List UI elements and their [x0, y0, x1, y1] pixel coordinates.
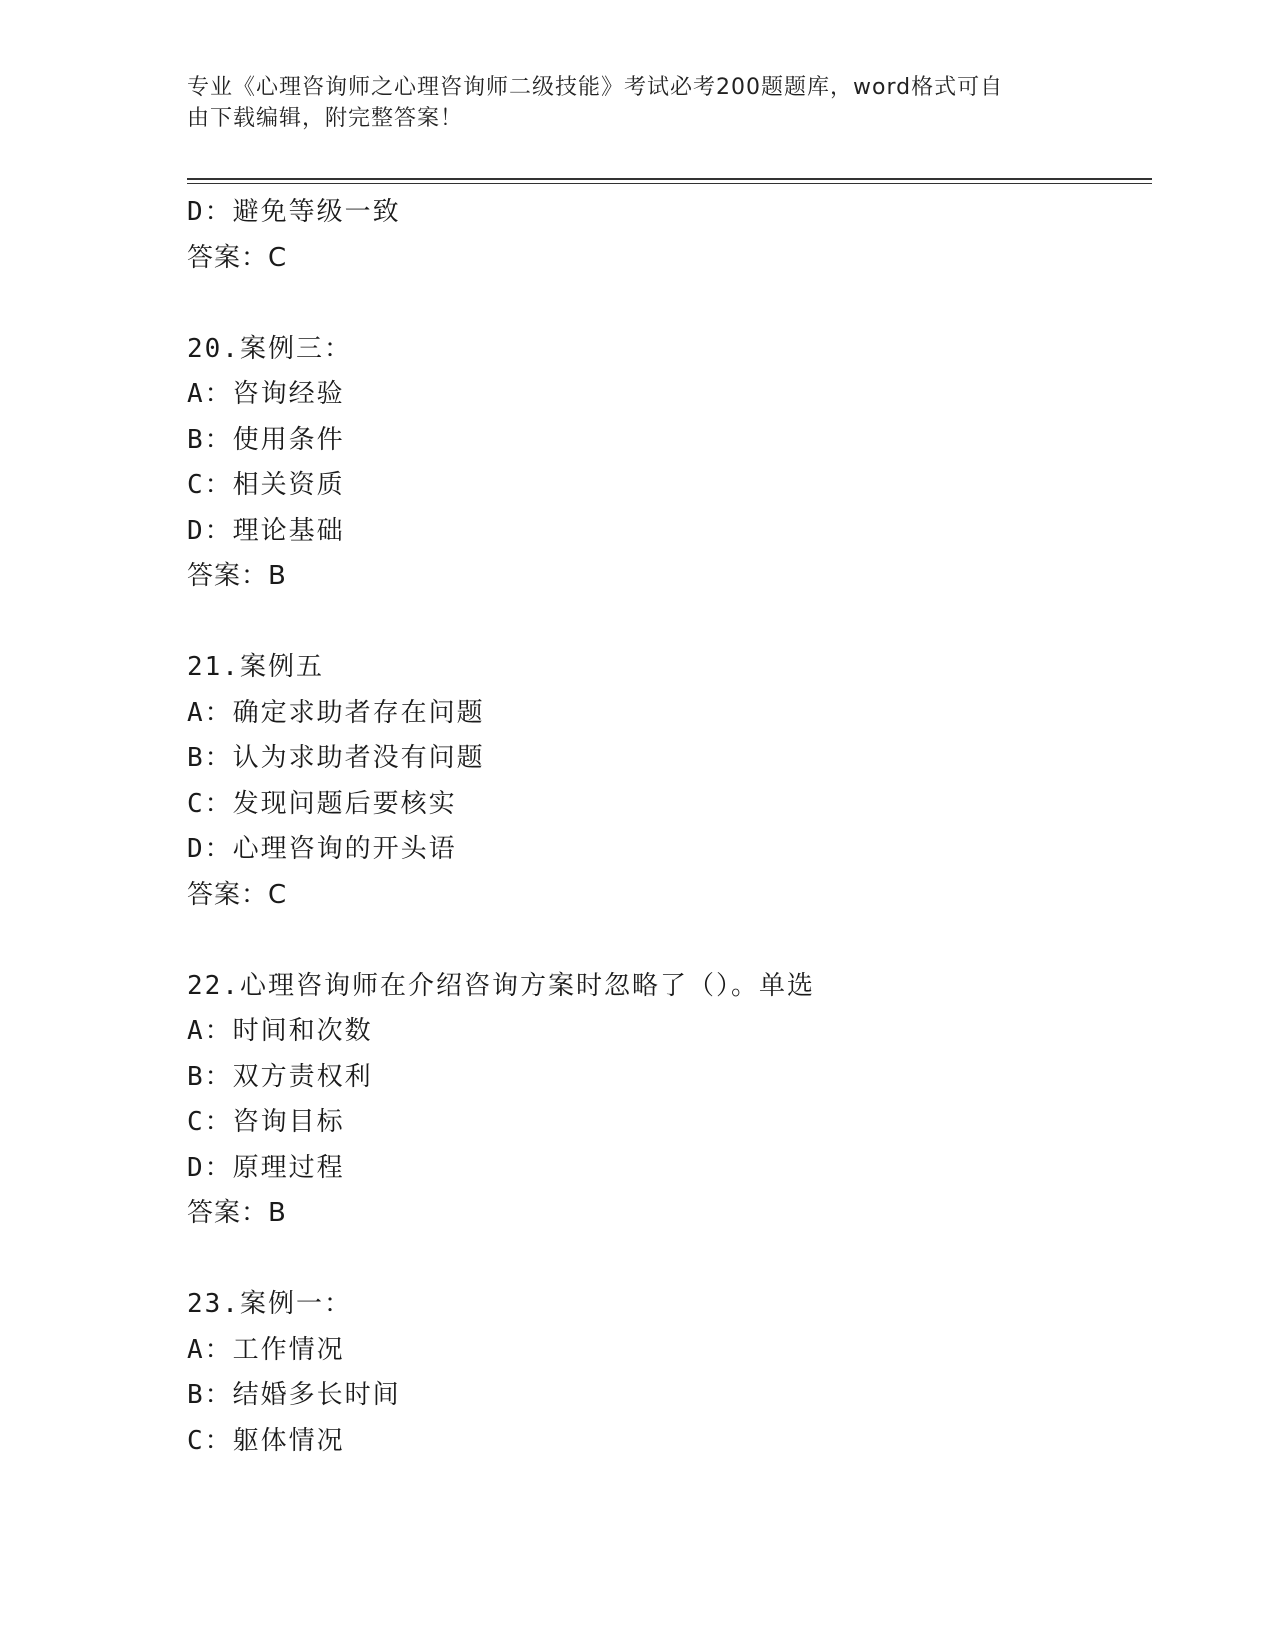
option-d: D：原理过程 [187, 1152, 345, 1183]
option-a: A：咨询经验 [187, 379, 345, 409]
option-b: B：认为求助者没有问题 [187, 743, 485, 773]
spacer [187, 1237, 1147, 1283]
option-b: B：双方责权利 [187, 1061, 373, 1092]
option-a: A：工作情况 [187, 1334, 345, 1365]
option-d: D：避免等级一致 [187, 197, 401, 227]
option-b: B：结婚多长时间 [187, 1380, 401, 1410]
question-stem: 22.心理咨询师在介绍咨询方案时忽略了（）。单选 [187, 970, 815, 1001]
header-line-2: 由下载编辑，附完整答案！ [187, 106, 464, 131]
option-c: C：相关资质 [187, 470, 345, 500]
header-divider-thin [187, 183, 1152, 184]
answer-line: 答案：C [187, 879, 288, 910]
option-c: C：躯体情况 [187, 1425, 345, 1456]
header-line-1: 专业《心理咨询师之心理咨询师二级技能》考试必考200题题库，word格式可自 [187, 75, 1004, 100]
option-a: A：确定求助者存在问题 [187, 697, 485, 728]
option-c: C：咨询目标 [187, 1107, 345, 1137]
question-stem: 21.案例五 [187, 652, 324, 682]
option-c: C：发现问题后要核实 [187, 788, 457, 819]
spacer [187, 281, 1147, 327]
answer-line: 答案：B [187, 1198, 287, 1228]
option-a: A：时间和次数 [187, 1016, 373, 1046]
question-list [187, 190, 1147, 1464]
header-divider-thick [187, 178, 1152, 180]
spacer [187, 600, 1147, 646]
question-stem: 20.案例三： [187, 333, 352, 364]
document-header [187, 72, 1067, 134]
answer-line: 答案：B [187, 561, 287, 591]
option-d: D：理论基础 [187, 515, 345, 546]
spacer [187, 918, 1147, 964]
question-stem: 23.案例一： [187, 1289, 352, 1319]
option-b: B：使用条件 [187, 424, 345, 455]
answer-line: 答案：C [187, 242, 288, 273]
option-d: D：心理咨询的开头语 [187, 834, 457, 864]
